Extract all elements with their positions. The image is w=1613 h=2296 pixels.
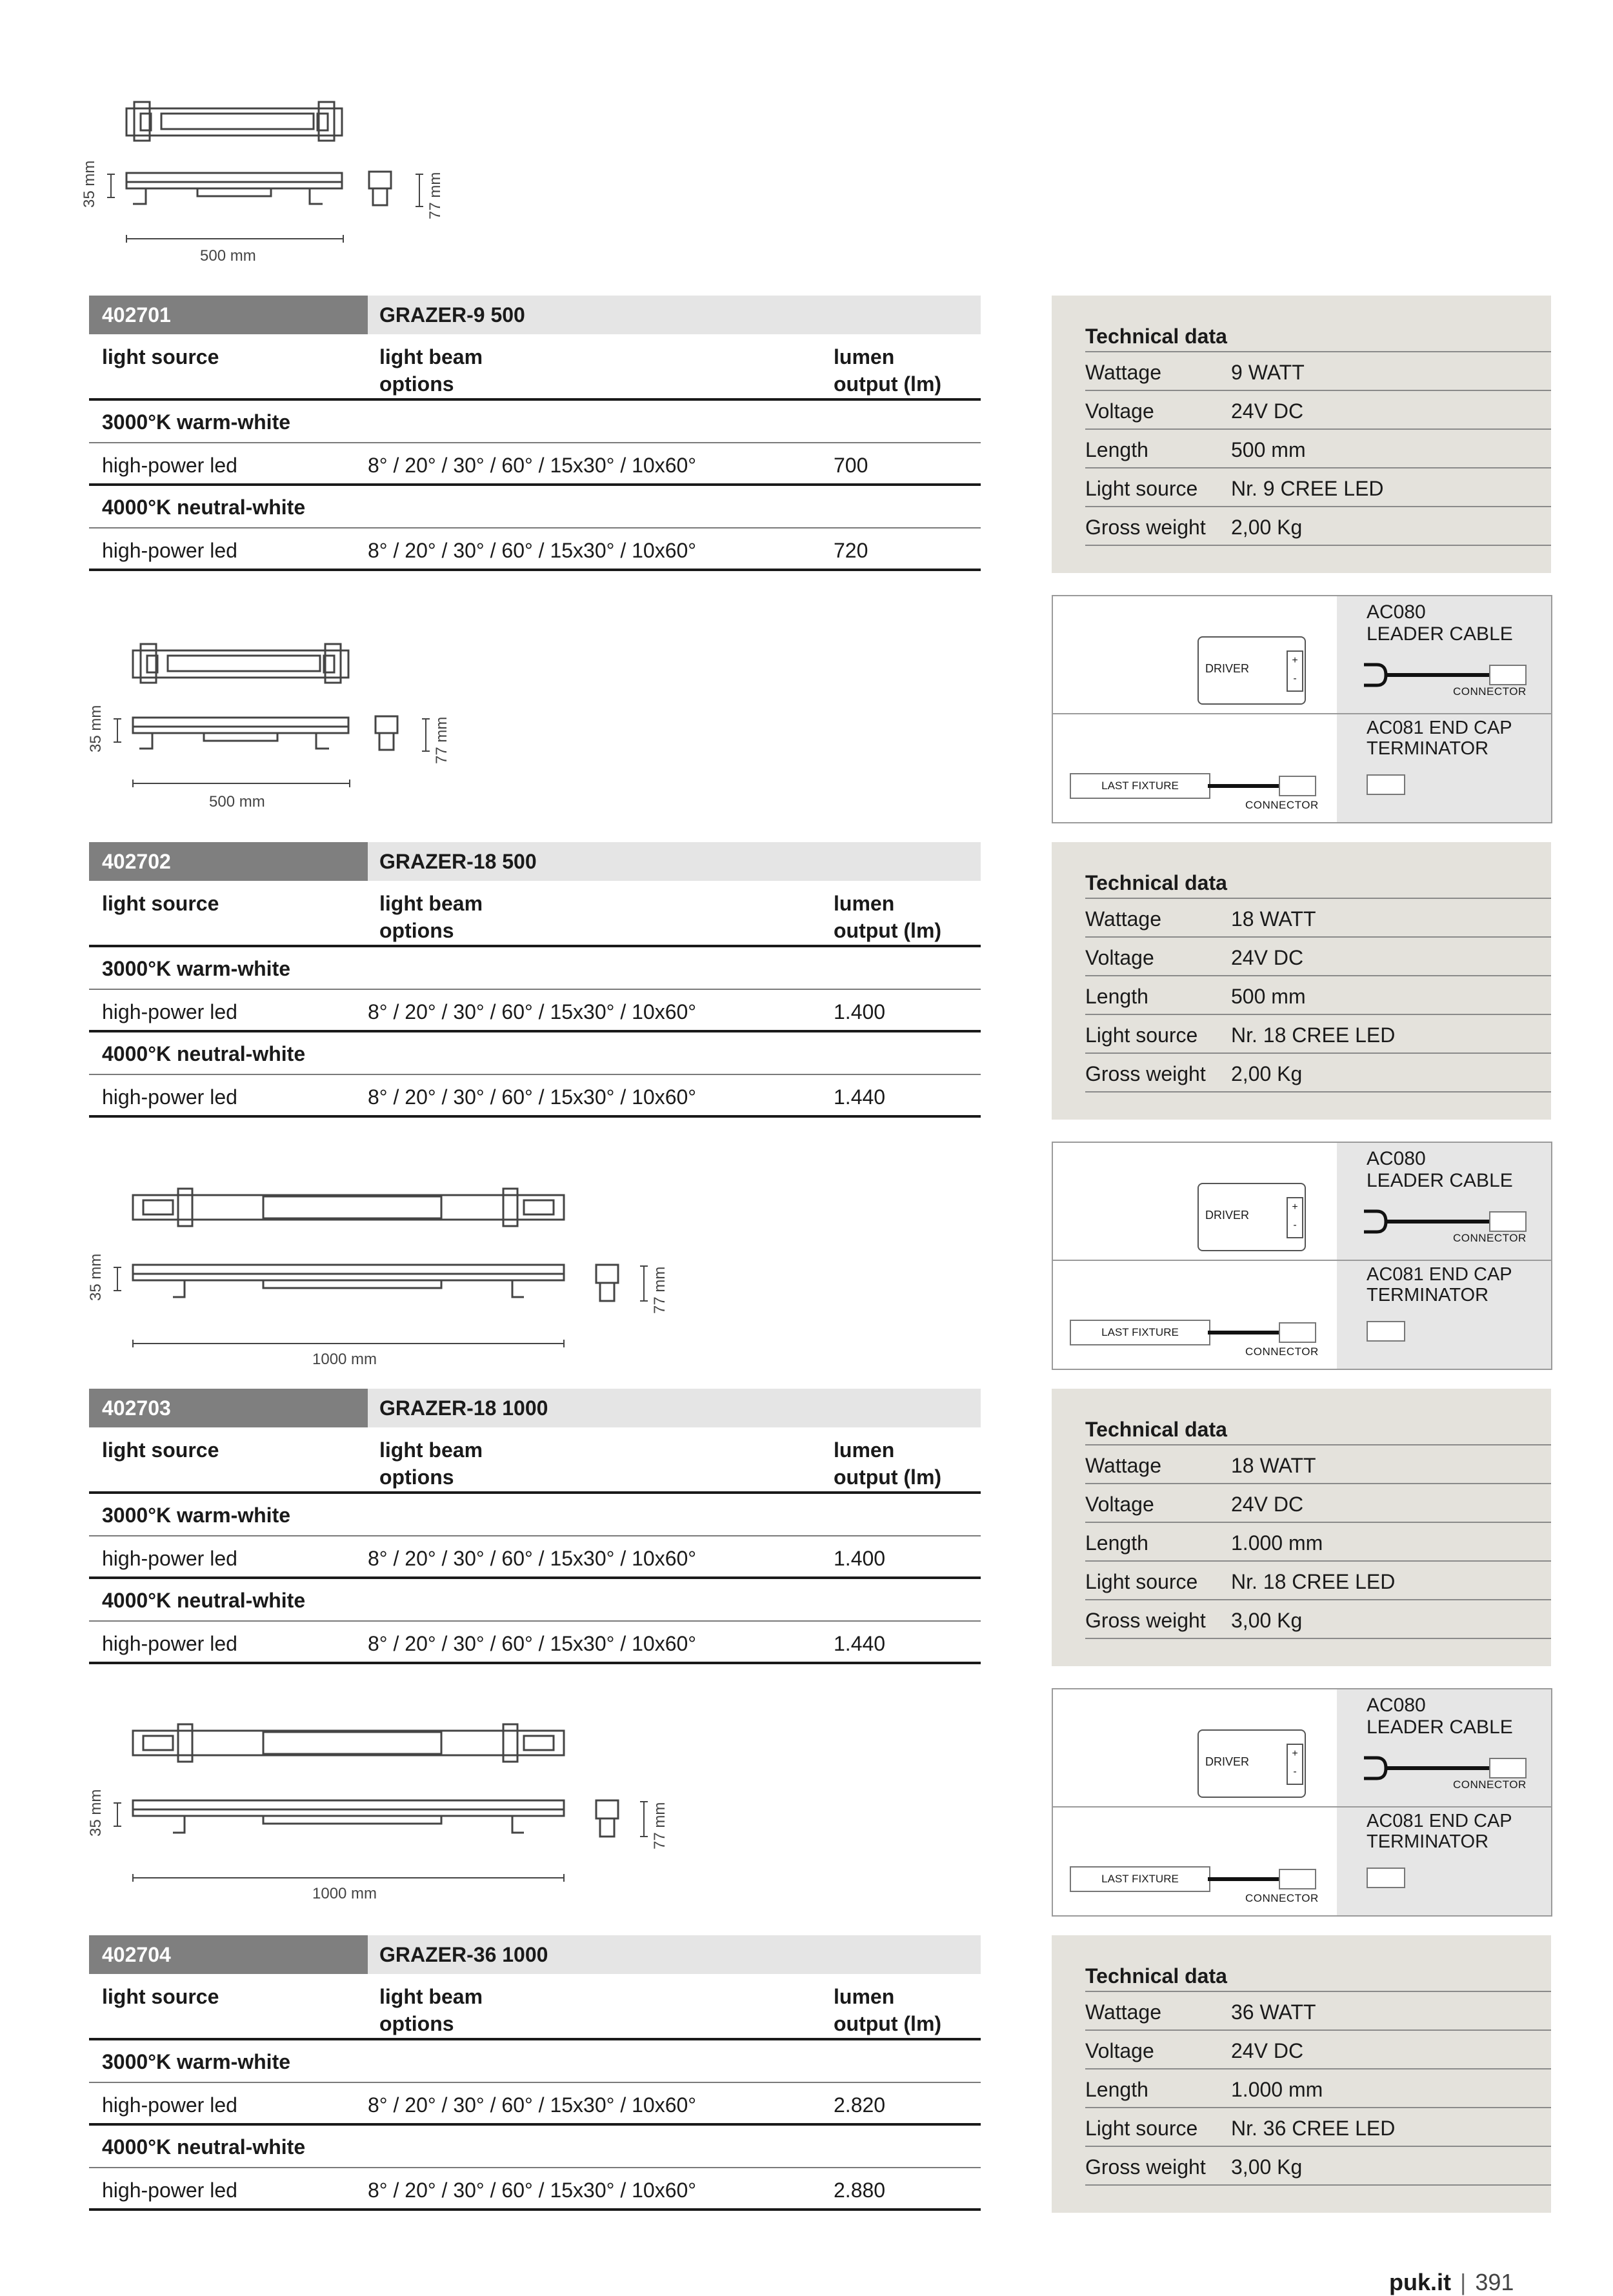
page-number: 391 xyxy=(1475,2269,1514,2295)
connector-label: CONNECTOR xyxy=(1245,1345,1319,1358)
technical-data-4 xyxy=(1052,1935,1551,2213)
product-table-4 xyxy=(89,1935,981,2211)
last-fixture-box: LAST FIXTURE xyxy=(1070,1320,1210,1345)
connector-label: CONNECTOR xyxy=(1245,1892,1319,1904)
connector-label: CONNECTOR xyxy=(1453,1232,1527,1244)
product-name: GRAZER-18 500 xyxy=(368,842,981,881)
tech-row: Length 1.000 mm xyxy=(1085,1523,1551,1562)
tech-row: Gross weight 3,00 Kg xyxy=(1085,2147,1551,2186)
tech-row: Wattage 36 WATT xyxy=(1085,1992,1551,2031)
product-code: 402702 xyxy=(89,842,368,881)
height-label-4: 35 mm xyxy=(87,1789,105,1837)
product-name: GRAZER-9 500 xyxy=(368,296,981,334)
height-label-3: 35 mm xyxy=(87,1253,105,1301)
tech-row: Voltage 24V DC xyxy=(1085,1484,1551,1523)
depth-label-4: 77 mm xyxy=(651,1802,668,1849)
table-row: high-power led 8° / 20° / 30° / 60° / 15x30° / 10x60° 720 xyxy=(89,529,981,571)
driver-box: DRIVER + - xyxy=(1197,1729,1306,1798)
height-label-1: 35 mm xyxy=(81,160,98,208)
tech-row: Light source Nr. 9 CREE LED xyxy=(1085,468,1551,507)
page-footer xyxy=(1389,2269,1514,2296)
end-cap-title: AC081 END CAP TERMINATOR xyxy=(1367,1811,1512,1852)
length-label-3: 1000 mm xyxy=(312,1351,377,1368)
col-light-source: light source xyxy=(102,1985,219,2008)
group-title: 4000°K neutral-white xyxy=(89,486,981,529)
tech-row: Voltage 24V DC xyxy=(1085,391,1551,430)
connector-label: CONNECTOR xyxy=(1453,685,1527,698)
group-title: 4000°K neutral-white xyxy=(89,1032,981,1075)
connector-box xyxy=(1279,1869,1316,1889)
col-light-source: light source xyxy=(102,892,219,915)
product-code: 402703 xyxy=(89,1389,368,1427)
end-cap-title: AC081 END CAP TERMINATOR xyxy=(1367,1264,1512,1305)
fixture-drawing-4 xyxy=(84,1717,703,1904)
leader-cable-title: AC080 LEADER CABLE xyxy=(1367,1695,1513,1738)
product-table-1 xyxy=(89,296,981,571)
product-code: 402701 xyxy=(89,296,368,334)
height-label-2: 35 mm xyxy=(87,705,105,752)
connector-box xyxy=(1279,1322,1316,1343)
tech-row: Length 1.000 mm xyxy=(1085,2069,1551,2108)
tech-title: Technical data xyxy=(1085,321,1551,352)
technical-data-2 xyxy=(1052,842,1551,1120)
footer-separator: | xyxy=(1460,2269,1467,2295)
tech-row: Gross weight 2,00 Kg xyxy=(1085,1054,1551,1093)
product-name: GRAZER-18 1000 xyxy=(368,1389,981,1427)
group-title: 4000°K neutral-white xyxy=(89,1579,981,1622)
tech-row: Length 500 mm xyxy=(1085,976,1551,1015)
length-label-4: 1000 mm xyxy=(312,1885,377,1902)
col-light-source: light source xyxy=(102,345,219,368)
product-table-3 xyxy=(89,1389,981,1664)
tech-row: Light source Nr. 18 CREE LED xyxy=(1085,1562,1551,1600)
tech-row: Voltage 24V DC xyxy=(1085,2031,1551,2069)
col-light-source: light source xyxy=(102,1438,219,1462)
table-row: high-power led 8° / 20° / 30° / 60° / 15x30° / 10x60° 1.440 xyxy=(89,1622,981,1664)
connector-label: CONNECTOR xyxy=(1453,1778,1527,1791)
length-label-2: 500 mm xyxy=(209,793,265,811)
table-row: high-power led 8° / 20° / 30° / 60° / 15x30° / 10x60° 1.440 xyxy=(89,1075,981,1118)
col-beam: light beam options xyxy=(379,1985,483,2035)
accessories-box-2 xyxy=(1052,1142,1552,1370)
fixture-drawing-1 xyxy=(77,97,465,271)
leader-cable-title: AC080 LEADER CABLE xyxy=(1367,1148,1513,1191)
technical-data-1 xyxy=(1052,296,1551,573)
depth-label-2: 77 mm xyxy=(433,716,450,764)
table-row: high-power led 8° / 20° / 30° / 60° / 15x30° / 10x60° 700 xyxy=(89,443,981,486)
site-link[interactable]: puk.it xyxy=(1389,2269,1451,2295)
last-fixture-box: LAST FIXTURE xyxy=(1070,1866,1210,1892)
product-code: 402704 xyxy=(89,1935,368,1974)
group-title: 3000°K warm-white xyxy=(89,1494,981,1536)
tech-row: Light source Nr. 18 CREE LED xyxy=(1085,1015,1551,1054)
group-title: 4000°K neutral-white xyxy=(89,2126,981,2168)
col-beam: light beam options xyxy=(379,1438,483,1489)
tech-row: Gross weight 2,00 Kg xyxy=(1085,507,1551,546)
fixture-drawing-3 xyxy=(84,1181,703,1368)
col-lumen: lumen output (lm) xyxy=(834,345,942,396)
group-title: 3000°K warm-white xyxy=(89,947,981,990)
tech-row: Voltage 24V DC xyxy=(1085,938,1551,976)
terminator-box xyxy=(1367,774,1405,795)
tech-title: Technical data xyxy=(1085,1415,1551,1445)
product-name: GRAZER-36 1000 xyxy=(368,1935,981,1974)
table-row: high-power led 8° / 20° / 30° / 60° / 15x30° / 10x60° 1.400 xyxy=(89,990,981,1032)
length-label-1: 500 mm xyxy=(200,247,256,265)
accessories-box-1 xyxy=(1052,595,1552,823)
col-lumen: lumen output (lm) xyxy=(834,892,942,942)
table-row: high-power led 8° / 20° / 30° / 60° / 15x30° / 10x60° 1.400 xyxy=(89,1536,981,1579)
tech-row: Gross weight 3,00 Kg xyxy=(1085,1600,1551,1639)
accessories-box-3 xyxy=(1052,1688,1552,1917)
connector-label: CONNECTOR xyxy=(1245,799,1319,811)
tech-row: Length 500 mm xyxy=(1085,430,1551,468)
table-row: high-power led 8° / 20° / 30° / 60° / 15x30° / 10x60° 2.820 xyxy=(89,2083,981,2126)
last-fixture-box: LAST FIXTURE xyxy=(1070,773,1210,799)
end-cap-title: AC081 END CAP TERMINATOR xyxy=(1367,718,1512,759)
connector-box xyxy=(1279,776,1316,796)
tech-row: Wattage 9 WATT xyxy=(1085,352,1551,391)
group-title: 3000°K warm-white xyxy=(89,2040,981,2083)
tech-row: Wattage 18 WATT xyxy=(1085,899,1551,938)
tech-title: Technical data xyxy=(1085,1961,1551,1992)
tech-title: Technical data xyxy=(1085,868,1551,899)
driver-box: DRIVER + - xyxy=(1197,636,1306,705)
fixture-drawing-2 xyxy=(84,639,471,820)
col-lumen: lumen output (lm) xyxy=(834,1985,942,2035)
depth-label-3: 77 mm xyxy=(651,1266,668,1314)
col-beam: light beam options xyxy=(379,345,483,396)
leader-cable-title: AC080 LEADER CABLE xyxy=(1367,601,1513,645)
depth-label-1: 77 mm xyxy=(426,172,444,219)
connector-box xyxy=(1489,1758,1527,1778)
col-lumen: lumen output (lm) xyxy=(834,1438,942,1489)
tech-row: Light source Nr. 36 CREE LED xyxy=(1085,2108,1551,2147)
table-row: high-power led 8° / 20° / 30° / 60° / 15x30° / 10x60° 2.880 xyxy=(89,2168,981,2211)
terminator-box xyxy=(1367,1321,1405,1342)
connector-box xyxy=(1489,1211,1527,1232)
terminator-box xyxy=(1367,1868,1405,1888)
technical-data-3 xyxy=(1052,1389,1551,1666)
product-table-2 xyxy=(89,842,981,1118)
driver-box: DRIVER + - xyxy=(1197,1183,1306,1251)
group-title: 3000°K warm-white xyxy=(89,401,981,443)
tech-row: Wattage 18 WATT xyxy=(1085,1445,1551,1484)
connector-box xyxy=(1489,665,1527,685)
col-beam: light beam options xyxy=(379,892,483,942)
